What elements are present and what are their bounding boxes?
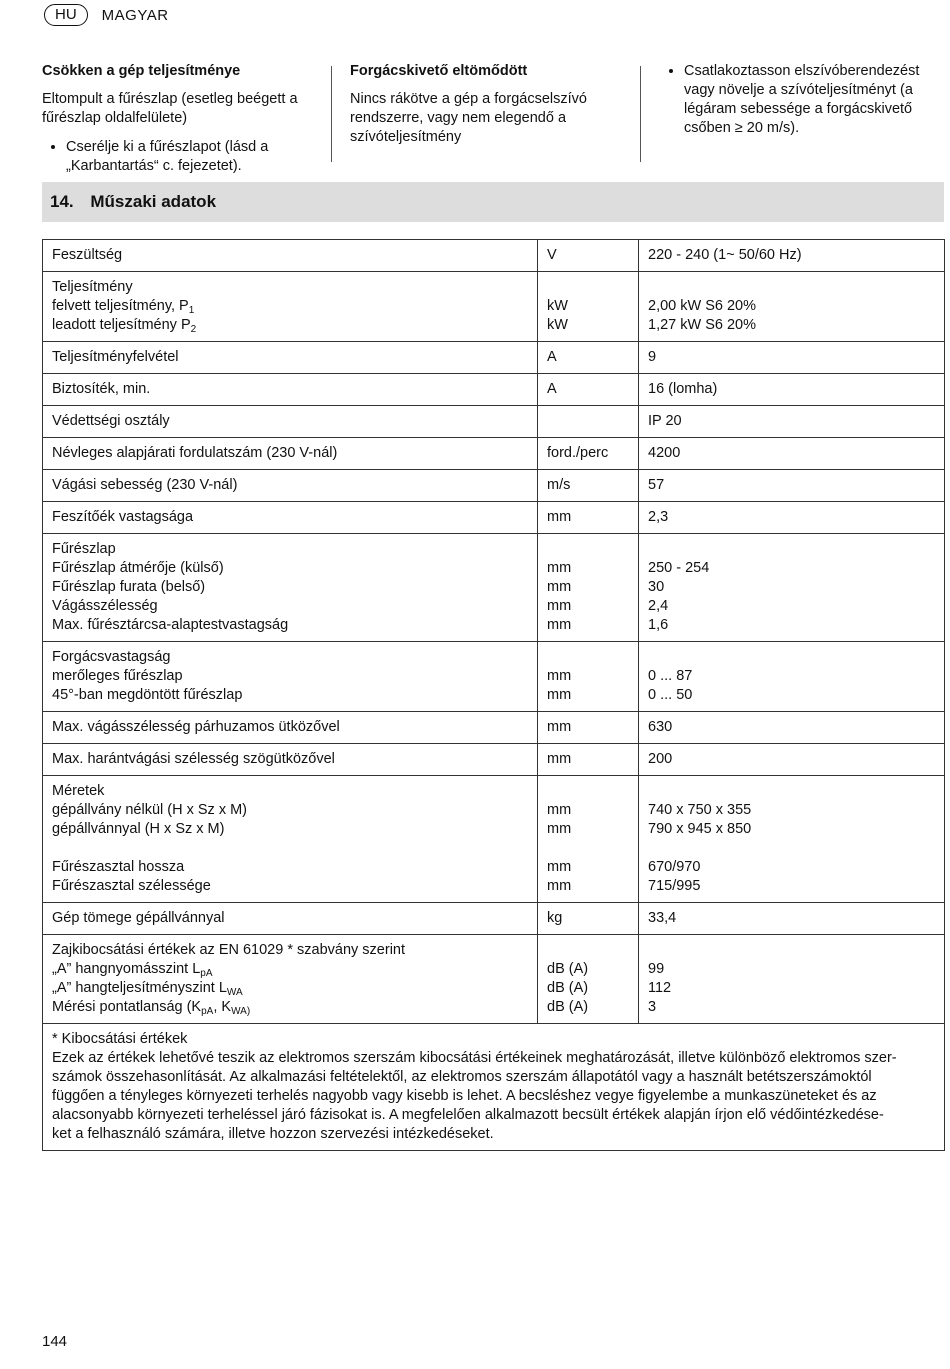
note-title: * Kibocsátási értékek xyxy=(52,1031,188,1047)
spec-sublabel: „A” hangteljesítményszint $L_{WA}$ xyxy=(52,980,243,998)
spec-value: 2,3 xyxy=(639,502,945,534)
trouble-col-1 xyxy=(42,62,317,176)
spec-value: 2,00 kW S6 20% 1,27 kW S6 20% xyxy=(639,272,945,342)
spec-unit: A xyxy=(538,374,639,406)
spec-unit: mm mm mm mm xyxy=(538,534,639,642)
table-row xyxy=(43,374,945,406)
spec-unit: kg xyxy=(538,903,639,935)
spec-label xyxy=(43,935,538,1024)
spec-value: IP 20 xyxy=(639,406,945,438)
spec-value: 4200 xyxy=(639,438,945,470)
table-row xyxy=(43,534,945,642)
spec-unit: mm mm mm mm xyxy=(538,776,639,903)
spec-label: Méretek gépállvány nélkül (H x Sz x M) gépállvánnyal (H x Sz x M) Fűrészasztal hossza Fűrészasztal szélessége xyxy=(43,776,538,903)
trouble-col-3 xyxy=(660,62,922,138)
trouble-remedy-list-1 xyxy=(42,138,317,176)
table-row xyxy=(43,642,945,712)
spec-label: Gép tömege gépállvánnyal xyxy=(43,903,538,935)
table-row xyxy=(43,406,945,438)
trouble-remedy-list-2 xyxy=(660,62,922,138)
language-badge: HU xyxy=(44,4,88,26)
spec-label xyxy=(43,272,538,342)
spec-label: Teljesítményfelvétel xyxy=(43,342,538,374)
table-row xyxy=(43,240,945,272)
table-row xyxy=(43,903,945,935)
emission-note: * Kibocsátási értékek Ezek az értékek lehetővé teszik az elektromos szerszám kibocsátási értékeinek meghatározását, illetve különböző elektromos szer- számok összehasonlítását. Az alkalmazási feltételektől, az elektromos szerszám állapotától vagy a használt betétszerszámoktól függően a tényleges környezeti terhelés nagyobb vagy kisebb is lehet. A becsléshez vegye figyelembe a munkaszüneteket és az alacsonyabb környezeti terheléssel járó fázisokat is. A megfelelően alkalmazott becsült értékek alapján írjon elő védőintézkedése- ket a felhasználó számára, illetve hozzon szervezési intézkedéseket. xyxy=(43,1024,945,1151)
spec-sublabel: Mérési pontatlanság ($K_{pA}$, $K_{WA)}$ xyxy=(52,999,251,1017)
trouble-cause-1: Eltompult a fűrészlap (esetleg beégett a fűrészlap oldalfelülete) xyxy=(42,91,298,126)
spec-value: 33,4 xyxy=(639,903,945,935)
trouble-remedy-2: • Csatlakoztasson elszívóberendezést vagy növelje a szívóteljesítményt (a légáram sebessége a forgácskivető csőben ≥ 20 m/s). xyxy=(684,62,922,138)
spec-value: 0 ... 87 0 ... 50 xyxy=(639,642,945,712)
spec-sublabel: leadott teljesítmény $P_2$ xyxy=(52,317,197,335)
table-row xyxy=(43,712,945,744)
spec-unit: mm xyxy=(538,502,639,534)
spec-label: Vágási sebesség (230 V-nál) xyxy=(43,470,538,502)
section-number: 14. xyxy=(50,192,74,211)
spec-unit: kW kW xyxy=(538,272,639,342)
spec-unit: mm xyxy=(538,744,639,776)
spec-unit: m/s xyxy=(538,470,639,502)
trouble-title-2: Forgácskivető eltömődött xyxy=(350,63,528,79)
spec-label: Forgácsvastagság merőleges fűrészlap 45°-ban megdöntött fűrészlap xyxy=(43,642,538,712)
technical-data-table xyxy=(42,239,945,1151)
table-row xyxy=(43,744,945,776)
trouble-col-2 xyxy=(350,62,625,147)
table-row xyxy=(43,776,945,903)
spec-unit: ford./perc xyxy=(538,438,639,470)
page-number: 144 xyxy=(42,1333,68,1350)
spec-unit: mm mm xyxy=(538,642,639,712)
spec-unit: V xyxy=(538,240,639,272)
spec-value: 250 - 254 30 2,4 1,6 xyxy=(639,534,945,642)
column-divider xyxy=(331,66,332,162)
spec-value: 9 xyxy=(639,342,945,374)
section-title: Műszaki adatok xyxy=(90,192,217,211)
spec-unit xyxy=(538,406,639,438)
table-row xyxy=(43,935,945,1024)
spec-unit: dB (A) dB (A) dB (A) xyxy=(538,935,639,1024)
spec-sublabel: felvett teljesítmény, $P_1$ xyxy=(52,298,195,316)
spec-label: Fűrészlap Fűrészlap átmérője (külső) Fűrészlap furata (belső) Vágásszélesség Max. fűrésztárcsa-alaptestvastagság xyxy=(43,534,538,642)
spec-value: 99 112 3 xyxy=(639,935,945,1024)
table-row xyxy=(43,1024,945,1151)
spec-heading: Zajkibocsátási értékek az EN 61029 * szabvány szerint xyxy=(52,942,406,958)
spec-heading: Fűrészlap xyxy=(52,541,116,557)
spec-value: 57 xyxy=(639,470,945,502)
spec-label: Max. vágásszélesség párhuzamos ütközővel xyxy=(43,712,538,744)
spec-label: Feszültség xyxy=(43,240,538,272)
table-row xyxy=(43,272,945,342)
spec-unit: mm xyxy=(538,712,639,744)
spec-unit: A xyxy=(538,342,639,374)
spec-label: Feszítőék vastagsága xyxy=(43,502,538,534)
spec-sublabel: „A” hangnyomásszint $L_{pA}$ xyxy=(52,961,213,979)
language-label: MAGYAR xyxy=(101,6,169,24)
trouble-cause-2: Nincs rákötve a gép a forgácselszívó rendszerre, vagy nem elegendő a szívóteljesítmény xyxy=(350,91,587,145)
spec-heading: Méretek xyxy=(52,783,105,799)
page-header xyxy=(44,4,169,26)
trouble-remedy-1: • Cserélje ki a fűrészlapot (lásd a „Karbantartás“ c. fejezetet). xyxy=(66,138,317,176)
table-row xyxy=(43,502,945,534)
spec-label: Névleges alapjárati fordulatszám (230 V-nál) xyxy=(43,438,538,470)
section-heading xyxy=(42,182,944,222)
spec-value: 200 xyxy=(639,744,945,776)
spec-value: 220 - 240 (1~ 50/60 Hz) xyxy=(639,240,945,272)
column-divider xyxy=(640,66,641,162)
spec-value: 16 (lomha) xyxy=(639,374,945,406)
table-row xyxy=(43,438,945,470)
spec-value: 630 xyxy=(639,712,945,744)
spec-label: Max. harántvágási szélesség szögütközővel xyxy=(43,744,538,776)
spec-label: Biztosíték, min. xyxy=(43,374,538,406)
table-row xyxy=(43,342,945,374)
trouble-title-1: Csökken a gép teljesítménye xyxy=(42,63,241,79)
spec-heading: Forgácsvastagság xyxy=(52,649,171,665)
spec-value: 740 x 750 x 355 790 x 945 x 850 670/970 715/995 xyxy=(639,776,945,903)
table-row xyxy=(43,470,945,502)
spec-heading: Teljesítmény xyxy=(52,279,133,295)
spec-label: Védettségi osztály xyxy=(43,406,538,438)
